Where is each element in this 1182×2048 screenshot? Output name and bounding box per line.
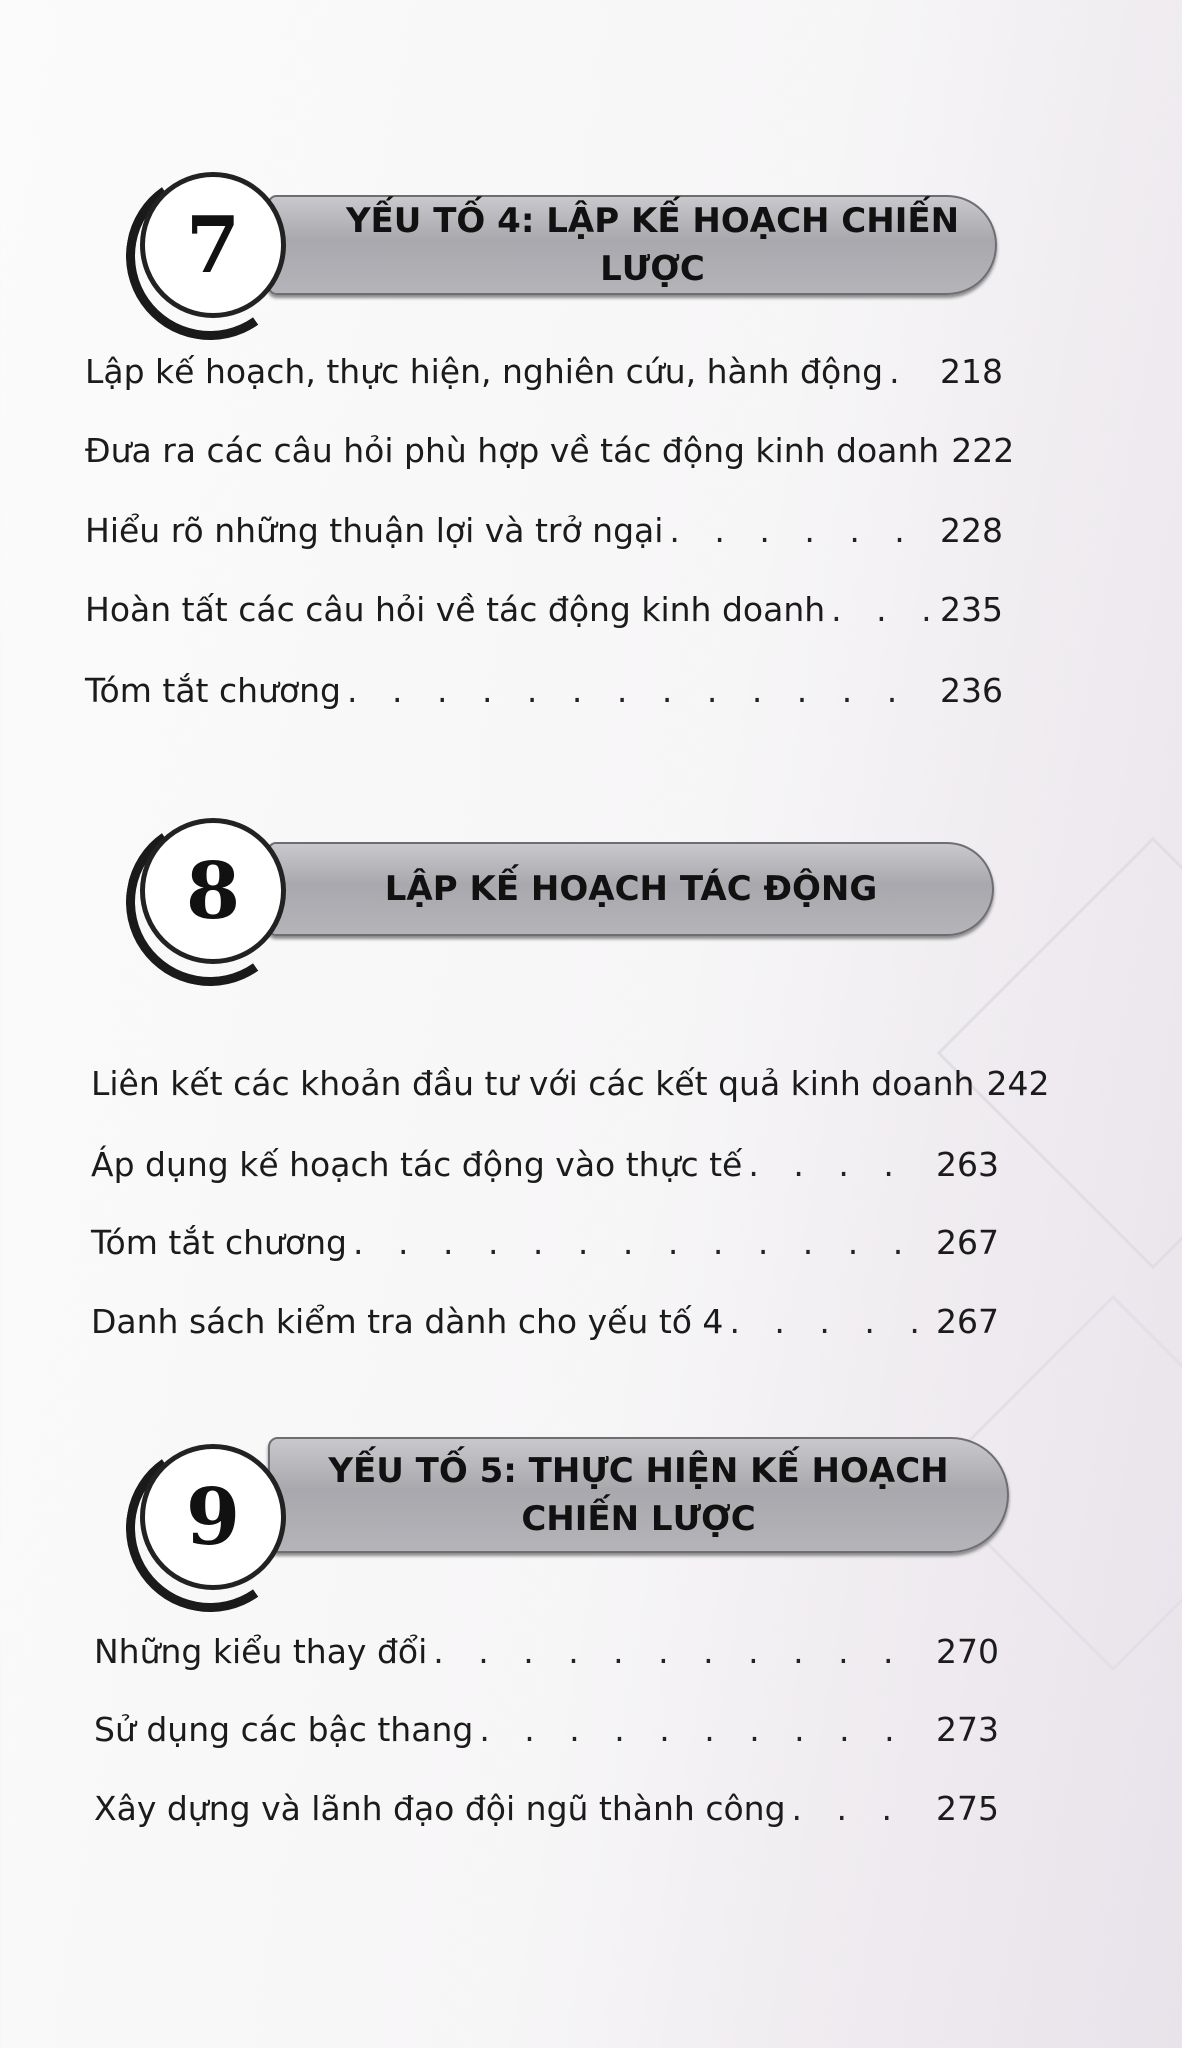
toc-entry[interactable] xyxy=(91,1223,999,1262)
entry-page: 263 xyxy=(936,1145,999,1184)
toc-entry[interactable] xyxy=(85,511,1003,550)
entry-page: 222 xyxy=(951,431,1015,470)
chapter-number-badge xyxy=(140,1444,286,1590)
entry-title: Xây dựng và lãnh đạo đội ngũ thành công xyxy=(94,1789,786,1828)
entry-title: Lập kế hoạch, thực hiện, nghiên cứu, hành động xyxy=(85,352,884,391)
toc-entry[interactable] xyxy=(85,431,1015,470)
entry-page: 275 xyxy=(936,1789,999,1828)
entry-title: Áp dụng kế hoạch tác động vào thực tế xyxy=(91,1145,743,1184)
toc-entry[interactable] xyxy=(94,1632,999,1671)
dot-leader xyxy=(347,671,934,710)
entry-title: Sử dụng các bậc thang xyxy=(94,1710,474,1749)
toc-entry[interactable] xyxy=(91,1302,999,1341)
entry-page: 267 xyxy=(936,1223,999,1262)
dot-leader xyxy=(889,352,934,391)
entry-title: Tóm tắt chương xyxy=(85,671,341,710)
entry-page: 228 xyxy=(940,511,1003,550)
entry-page: 236 xyxy=(940,671,1003,710)
entry-title: Liên kết các khoản đầu tư với các kết quả kinh doanh xyxy=(91,1064,975,1103)
chapter-title-banner xyxy=(268,195,997,295)
toc-entry[interactable] xyxy=(94,1710,999,1749)
entry-title: Hoàn tất các câu hỏi về tác động kinh doanh xyxy=(85,590,826,629)
entry-page: 242 xyxy=(986,1064,1050,1103)
chapter-number-badge xyxy=(140,818,286,964)
toc-entry[interactable] xyxy=(94,1789,999,1828)
dot-leader xyxy=(669,511,934,550)
entry-page: 235 xyxy=(940,590,1003,629)
entry-title: Những kiểu thay đổi xyxy=(94,1632,428,1671)
entry-title: Hiểu rõ những thuận lợi và trở ngại xyxy=(85,511,664,550)
entry-page: 273 xyxy=(936,1710,999,1749)
entry-title: Đưa ra các câu hỏi phù hợp về tác động kinh doanh xyxy=(85,431,940,470)
entry-title: Tóm tắt chương xyxy=(91,1223,347,1262)
chapter-title: YẾU TỐ 4: LẬP KẾ HOẠCH CHIẾN LƯỢC xyxy=(345,201,960,289)
chapter-number-badge xyxy=(140,172,286,318)
toc-entry[interactable] xyxy=(91,1145,999,1184)
chapter-title: LẬP KẾ HOẠCH TÁC ĐỘNG xyxy=(384,869,878,909)
chapter-number: 7 xyxy=(185,199,241,291)
entry-page: 270 xyxy=(936,1632,999,1671)
toc-entry[interactable] xyxy=(91,1064,1050,1103)
dot-leader xyxy=(479,1710,930,1749)
dot-leader xyxy=(433,1632,930,1671)
chapter-title-line1: YẾU TỐ 5: THỰC HIỆN KẾ HOẠCH xyxy=(328,1451,949,1491)
dot-leader xyxy=(831,590,934,629)
chapter-number: 8 xyxy=(185,845,241,937)
toc-entry[interactable] xyxy=(85,671,1003,710)
dot-leader xyxy=(748,1145,930,1184)
toc-entry[interactable] xyxy=(85,590,1003,629)
chapter-title-line2: CHIẾN LƯỢC xyxy=(521,1499,756,1539)
chapter-number: 9 xyxy=(185,1471,241,1563)
dot-leader xyxy=(792,1789,930,1828)
entry-page: 218 xyxy=(940,352,1003,391)
entry-page: 267 xyxy=(936,1302,999,1341)
toc-entry[interactable] xyxy=(85,352,1003,391)
chapter-title-banner xyxy=(268,1437,1009,1553)
chapter-title-banner xyxy=(268,842,994,936)
entry-title: Danh sách kiểm tra dành cho yếu tố 4 xyxy=(91,1302,724,1341)
dot-leader xyxy=(353,1223,930,1262)
dot-leader xyxy=(729,1302,930,1341)
